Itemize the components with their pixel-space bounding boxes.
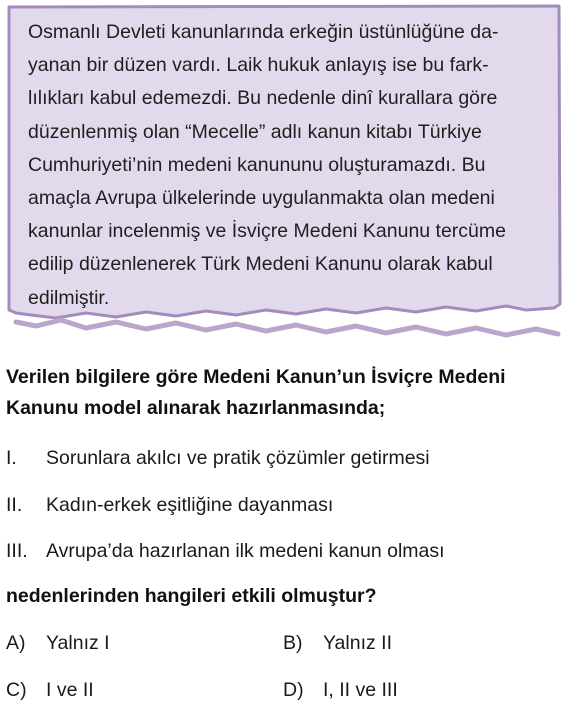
- option-letter: B): [283, 632, 303, 654]
- passage-line: yanan bir düzen vardı. Laik hukuk anlayış ise bu fark-: [28, 54, 489, 77]
- statement-3: [6, 539, 445, 563]
- option-letter: A): [6, 632, 26, 654]
- passage-line: Cumhuriyeti’nin medeni kanununu oluşturamazdı. Bu: [28, 153, 486, 176]
- passage-line: lılıkları kabul edemezdi. Bu nedenle dinî kurallara göre: [28, 87, 498, 110]
- statement-number: II.: [6, 494, 23, 516]
- option-text: Yalnız II: [323, 632, 393, 654]
- statement-text: Avrupa’da hazırlanan ilk medeni kanun olması: [46, 540, 445, 562]
- passage-line: amaçla Avrupa ülkelerinde uygulanmakta olan medeni: [28, 187, 495, 210]
- option-a[interactable]: [6, 632, 110, 655]
- option-text: I ve II: [46, 679, 94, 701]
- statement-2: [6, 493, 333, 517]
- question-line: Kanunu model alınarak hazırlanmasında;: [6, 397, 386, 419]
- passage-line: edilip düzenlenerek Türk Medeni Kanunu olarak kabul: [28, 253, 493, 276]
- passage-line: kanunlar incelenmiş ve İsviçre Medeni Kanunu tercüme: [28, 220, 506, 243]
- question-stem: [6, 362, 568, 424]
- passage-text: [28, 16, 543, 315]
- question-tail: nedenlerinden hangileri etkili olmuştur?: [6, 585, 377, 607]
- statement-number: III.: [6, 540, 28, 562]
- statement-text: Sorunlara akılcı ve pratik çözümler getirmesi: [46, 447, 430, 469]
- statement-text: Kadın-erkek eşitliğine dayanması: [46, 494, 334, 516]
- option-d[interactable]: [283, 679, 398, 702]
- option-text: I, II ve III: [323, 679, 398, 701]
- option-c[interactable]: [6, 679, 94, 702]
- statement-number: I.: [6, 447, 17, 469]
- passage-torn-edge: [16, 320, 558, 335]
- option-letter: C): [6, 679, 27, 701]
- option-text: Yalnız I: [46, 632, 110, 654]
- passage-line: Osmanlı Devleti kanunlarında erkeğin üstünlüğüne da-: [28, 21, 499, 43]
- statement-1: [6, 446, 430, 470]
- passage-line: edilmiştir.: [28, 286, 110, 309]
- passage-line: düzenlenmiş olan “Mecelle” adlı kanun kitabı Türkiye: [28, 120, 482, 143]
- option-b[interactable]: [283, 632, 392, 655]
- option-letter: D): [283, 679, 304, 701]
- question-line: Verilen bilgilere göre Medeni Kanun’un İsviçre Medeni: [6, 366, 506, 388]
- passage-box: [6, 4, 562, 340]
